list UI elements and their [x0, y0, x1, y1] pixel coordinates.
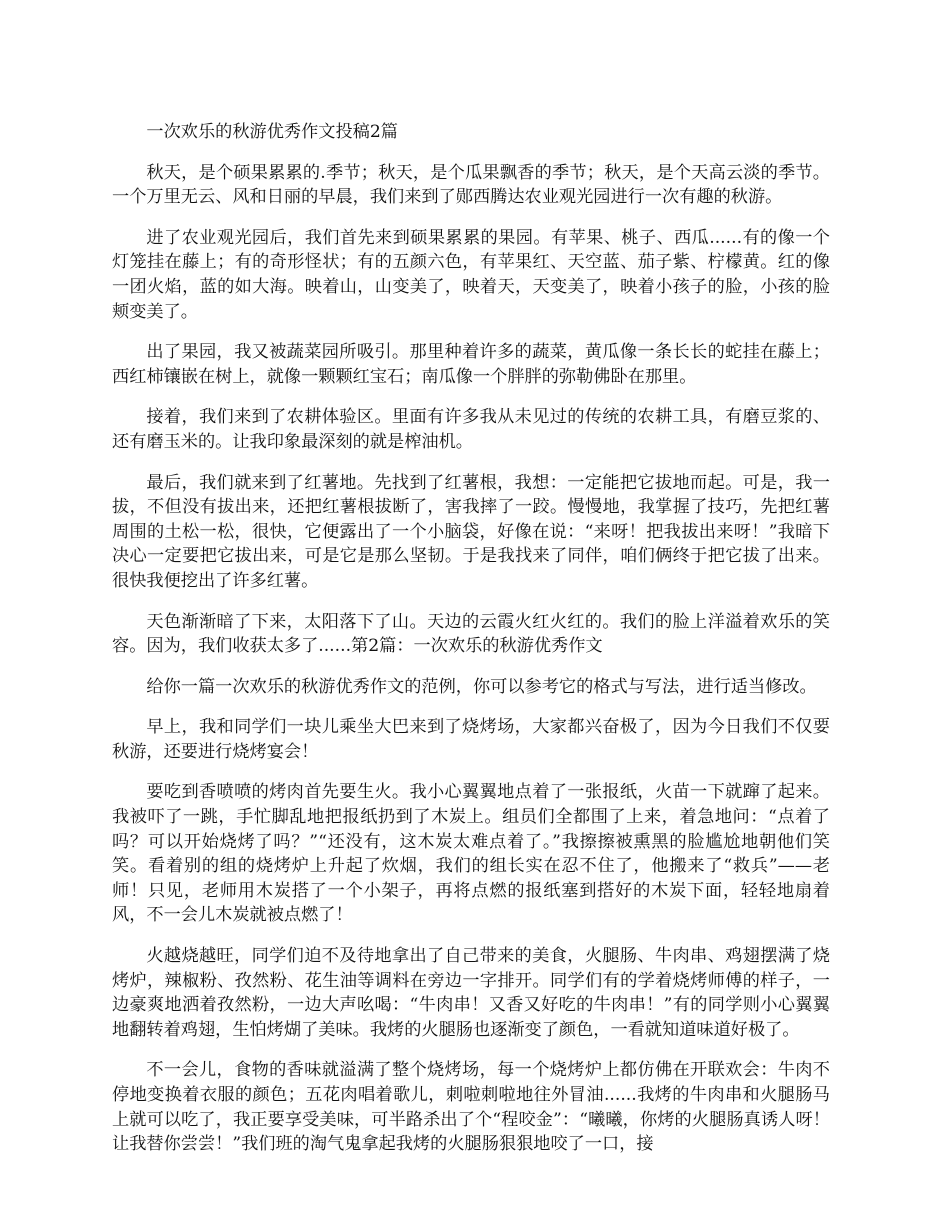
paragraph: 最后，我们就来到了红薯地。先找到了红薯根，我想：一定能把它拔地而起。可是，我一拔，不但没有拔出来，还把红薯根拔断了，害我摔了一跤。慢慢地，我掌握了技巧，先把红薯周围的土松一松，很快，它便露出了一个小脑袋，好像在说：“来呀！把我拔出来呀！”我暗下决心一定要把它拔出来，可是它是那么坚韧。于是我找来了同伴，咱们俩终于把它拔了出来。很快我便挖出了许多红薯。 [112, 472, 830, 591]
document-title: 一次欢乐的秋游优秀作文投稿2篇 [146, 122, 398, 142]
paragraph: 早上，我和同学们一块儿乘坐大巴来到了烧烤场，大家都兴奋极了，因为今日我们不仅要秋游，还要进行烧烤宴会！ [112, 717, 830, 762]
paragraph: 秋天，是个硕果累累的.季节；秋天，是个瓜果飘香的季节；秋天，是个天高云淡的季节。一个万里无云、风和日丽的早晨，我们来到了郧西腾达农业观光园进行一次有趣的秋游。 [112, 162, 830, 208]
paragraph: 给你一篇一次欢乐的秋游优秀作文的范例，你可以参考它的格式与写法，进行适当修改。 [146, 676, 817, 697]
document-page [112, 120, 830, 1173]
paragraph: 进了农业观光园后，我们首先来到硕果累累的果园。有苹果、桃子、西瓜......有的像一个灯笼挂在藤上；有的奇形怪状；有的五颜六色，有苹果红、天空蓝、茄子紫、柠檬黄。红的像一团火焰，蓝的如大海。映着山，山变美了，映着天，天变美了，映着小孩子的脸，小孩的脸颊变美了。 [112, 227, 830, 322]
paragraph: 接着，我们来到了农耕体验区。里面有许多我从未见过的传统的农耕工具，有磨豆浆的、还有磨玉米的。让我印象最深刻的就是榨油机。 [112, 407, 830, 452]
paragraph: 天色渐渐暗了下来，太阳落下了山。天边的云霞火红火红的。我们的脸上洋溢着欢乐的笑容。因为，我们收获太多了......第2篇：一次欢乐的秋游优秀作文 [112, 611, 830, 657]
paragraph: 不一会儿，食物的香味就溢满了整个烧烤场，每一个烧烤炉上都仿佛在开联欢会：牛肉不停地变换着衣服的颜色；五花肉唱着歌儿，刺啦刺啦地往外冒油......我烤的牛肉串和火腿肠马上就可以吃了，我正要享受美味，可半路杀出了个“程咬金”：“曦曦，你烤的火腿肠真诱人呀！让我替你尝尝！”我们班的淘气鬼拿起我烤的火腿肠狠狠地咬了一口，接 [112, 1060, 830, 1155]
paragraph: 要吃到香喷喷的烤肉首先要生火。我小心翼翼地点着了一张报纸，火苗一下就蹿了起来。我被吓了一跳，手忙脚乱地把报纸扔到了木炭上。组员们全都围了上来，着急地问：“点着了吗？可以开始烧烤了吗？”“还没有，这木炭太难点着了。”我擦擦被熏黑的脸尴尬地朝他们笑笑。看着别的组的烧烤炉上升起了炊烟，我们的组长实在忍不住了，他搬来了“救兵”——老师！只见，老师用木炭搭了一个小架子，再将点燃的报纸塞到搭好的木炭下面，轻轻地扇着风，不一会儿木炭就被点燃了！ [112, 782, 830, 926]
paragraph: 火越烧越旺，同学们迫不及待地拿出了自己带来的美食，火腿肠、牛肉串、鸡翅摆满了烧烤炉，辣椒粉、孜然粉、花生油等调料在旁边一字排开。同学们有的学着烧烤师傅的样子，一边豪爽地洒着孜然粉，一边大声吆喝：“牛肉串！又香又好吃的牛肉串！”有的同学则小心翼翼地翻转着鸡翅，生怕烤煳了美味。我烤的火腿肠也逐渐变了颜色，一看就知道味道好极了。 [112, 946, 830, 1040]
paragraph: 出了果园，我又被蔬菜园所吸引。那里种着许多的蔬菜，黄瓜像一条长长的蛇挂在藤上；西红柿镶嵌在树上，就像一颗颗红宝石；南瓜像一个胖胖的弥勒佛卧在那里。 [112, 342, 830, 387]
